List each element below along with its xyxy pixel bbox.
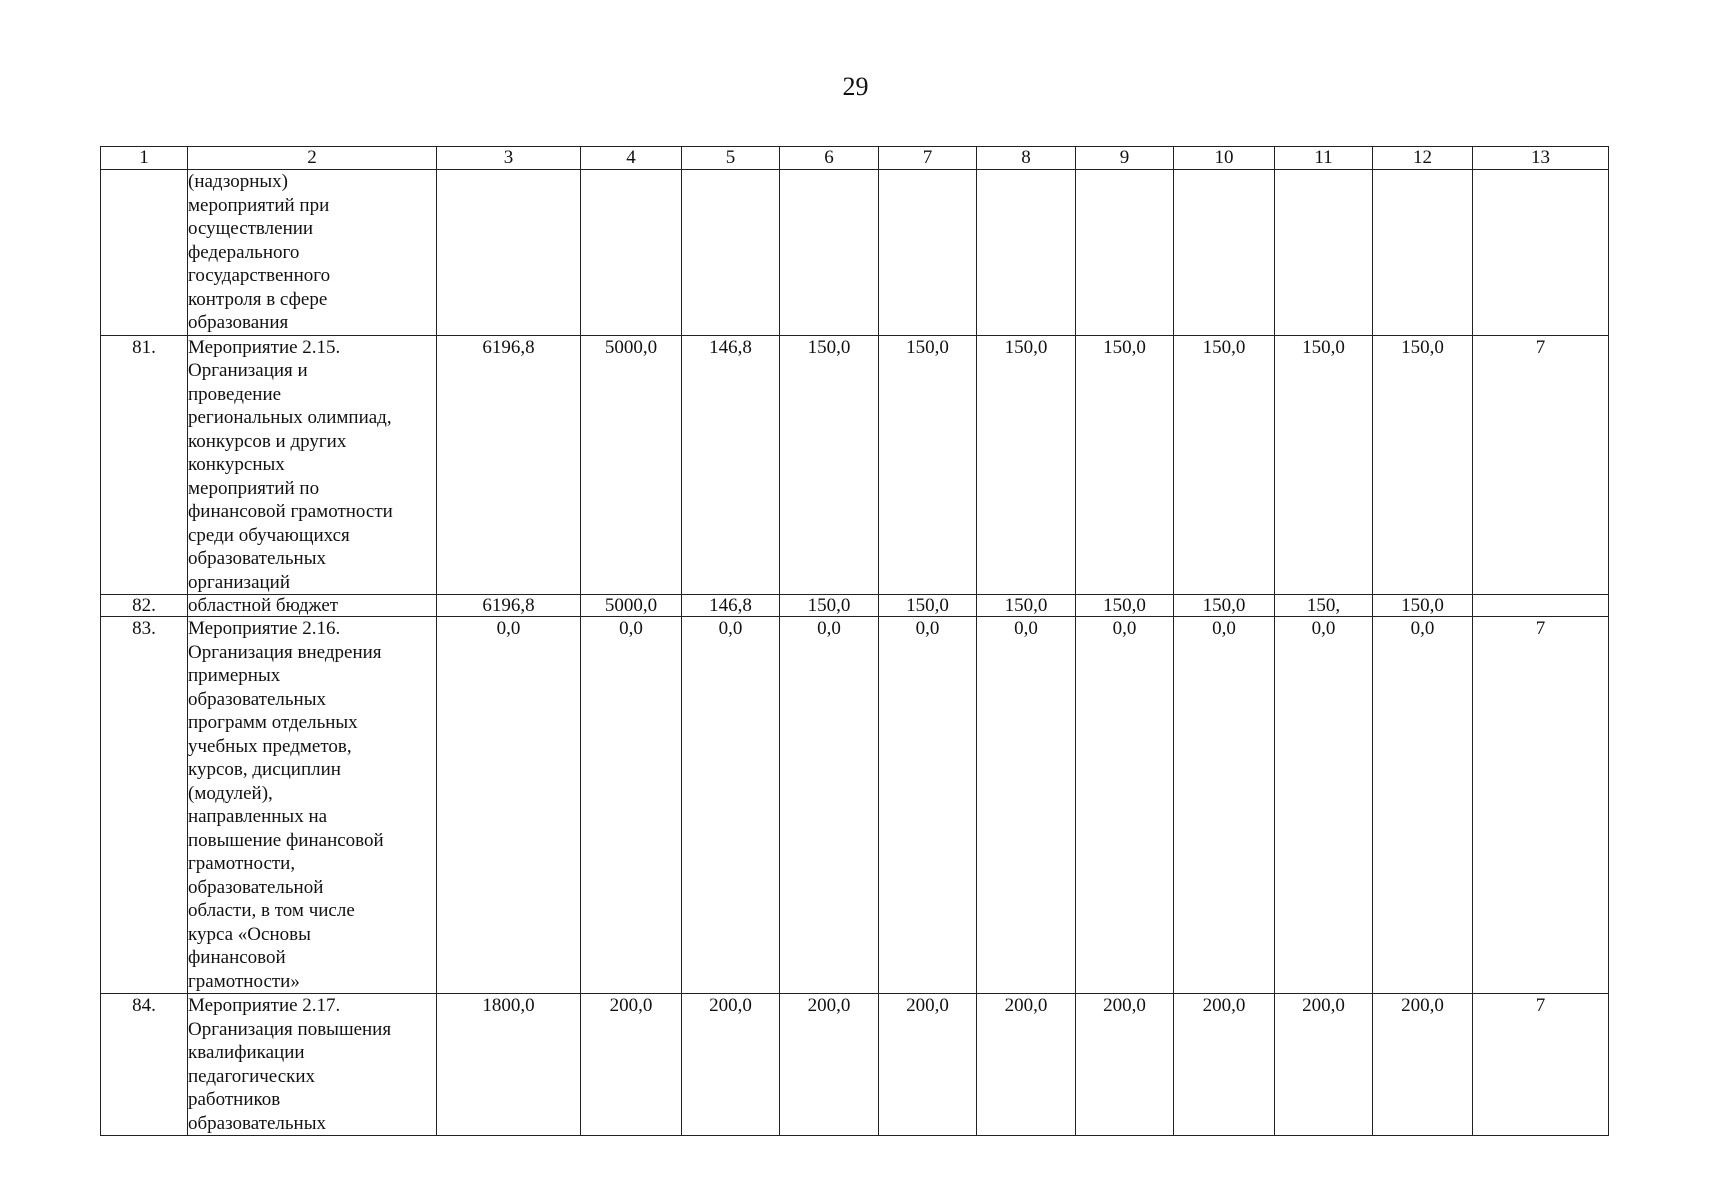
value-cell: 150,0 (1174, 335, 1275, 595)
value-cell: 200,0 (581, 994, 682, 1136)
value-cell: 150,0 (1373, 335, 1473, 595)
table-row (101, 170, 1609, 336)
responsible-cell: 7 (1473, 617, 1609, 994)
value-cell: 150,0 (879, 335, 977, 595)
value-cell: 5000,0 (581, 335, 682, 595)
column-header: 9 (1076, 147, 1174, 170)
column-header: 4 (581, 147, 682, 170)
value-cell: 150,0 (1076, 335, 1174, 595)
column-header: 1 (101, 147, 188, 170)
description-line: программ отдельных (188, 712, 358, 733)
description-line: примерных (188, 665, 281, 686)
description-line: курсов, дисциплин (188, 759, 341, 780)
value-cell: 200,0 (977, 994, 1076, 1136)
value-cell: 150,0 (1076, 595, 1174, 617)
description-line: Организация и (188, 360, 308, 381)
table-row (101, 617, 1609, 994)
value-cell: 146,8 (682, 335, 780, 595)
value-cell (1076, 170, 1174, 336)
description-line: федерального (188, 241, 300, 263)
description-line: организаций (188, 571, 291, 593)
value-cell: 200,0 (1275, 994, 1373, 1136)
value-cell (977, 170, 1076, 336)
value-cell: 0,0 (581, 617, 682, 994)
description-line: проведение (188, 383, 282, 405)
description-line: мероприятий при (188, 194, 330, 216)
row-number: 81. (101, 335, 188, 595)
description-line: образовательных (188, 548, 326, 569)
description-line: образовательных (188, 688, 326, 710)
column-header: 2 (188, 147, 437, 170)
value-cell (581, 170, 682, 336)
column-header: 12 (1373, 147, 1473, 170)
description-line: среди обучающихся (188, 524, 350, 546)
value-cell: 150,0 (780, 595, 879, 617)
value-cell: 6196,8 (437, 335, 581, 595)
column-header: 3 (437, 147, 581, 170)
value-cell: 200,0 (1373, 994, 1473, 1136)
row-description (188, 994, 437, 1136)
description-line: грамотности, (188, 853, 296, 874)
description-line: образования (188, 312, 289, 333)
row-description (188, 170, 437, 336)
value-cell: 0,0 (682, 617, 780, 994)
description-line: учебных предметов, (188, 735, 352, 757)
value-cell (1373, 170, 1473, 336)
value-cell (437, 170, 581, 336)
value-cell: 150,0 (780, 335, 879, 595)
description-line: курса «Основы (188, 923, 311, 945)
description-line: Мероприятие 2.16. (188, 618, 341, 639)
value-cell: 200,0 (1076, 994, 1174, 1136)
value-cell: 200,0 (682, 994, 780, 1136)
table-row (101, 335, 1609, 595)
value-cell: 146,8 (682, 595, 780, 617)
row-number: 84. (101, 994, 188, 1136)
description-line: (модулей), (188, 782, 273, 804)
description-line: государственного (188, 265, 331, 286)
value-cell: 0,0 (1275, 617, 1373, 994)
column-header: 11 (1275, 147, 1373, 170)
description-line: Организация внедрения (188, 641, 382, 663)
value-cell: 0,0 (879, 617, 977, 994)
description-line: конкурсов и других (188, 430, 347, 452)
value-cell (780, 170, 879, 336)
description-line: грамотности» (188, 970, 300, 992)
description-line: области, в том числе (188, 900, 355, 921)
value-cell: 0,0 (1076, 617, 1174, 994)
description-line: работников (188, 1089, 281, 1110)
column-header: 8 (977, 147, 1076, 170)
description-line: финансовой грамотности (188, 501, 393, 522)
table-row (101, 994, 1609, 1136)
value-cell: 200,0 (879, 994, 977, 1136)
description-line: квалификации (188, 1042, 305, 1063)
description-line: контроля в сфере (188, 288, 328, 310)
column-header: 5 (682, 147, 780, 170)
row-number (101, 170, 188, 336)
description-line: образовательных (188, 1112, 326, 1134)
description-line: Организация повышения (188, 1018, 392, 1040)
value-cell: 0,0 (1174, 617, 1275, 994)
row-number: 83. (101, 617, 188, 994)
value-cell: 150,0 (1174, 595, 1275, 617)
description-line: образовательной (188, 876, 324, 898)
value-cell (682, 170, 780, 336)
value-cell: 0,0 (780, 617, 879, 994)
row-description (188, 595, 437, 617)
column-header: 10 (1174, 147, 1275, 170)
value-cell: 1800,0 (437, 994, 581, 1136)
column-header: 13 (1473, 147, 1609, 170)
value-cell: 0,0 (977, 617, 1076, 994)
description-line: региональных олимпиад, (188, 407, 392, 428)
description-line: финансовой (188, 947, 286, 968)
value-cell: 200,0 (780, 994, 879, 1136)
column-number-row (101, 147, 1609, 170)
table-row (101, 595, 1609, 617)
responsible-cell: 7 (1473, 335, 1609, 595)
row-description (188, 617, 437, 994)
description-line: направленных на (188, 806, 328, 827)
value-cell (1275, 170, 1373, 336)
value-cell: 150,0 (879, 595, 977, 617)
value-cell (879, 170, 977, 336)
value-cell: 150,0 (977, 595, 1076, 617)
value-cell: 6196,8 (437, 595, 581, 617)
responsible-cell (1473, 170, 1609, 336)
page-number: 29 (842, 72, 869, 101)
description-line: областной бюджет (188, 595, 339, 616)
row-description (188, 335, 437, 595)
value-cell: 200,0 (1174, 994, 1275, 1136)
description-line: мероприятий по (188, 477, 320, 499)
value-cell: 0,0 (437, 617, 581, 994)
description-line: осуществлении (188, 218, 314, 239)
value-cell (1174, 170, 1275, 336)
budget-table (100, 146, 1609, 1136)
column-header: 6 (780, 147, 879, 170)
row-number: 82. (101, 595, 188, 617)
value-cell: 150,0 (1275, 335, 1373, 595)
responsible-cell: 7 (1473, 994, 1609, 1136)
value-cell: 150,0 (1373, 595, 1473, 617)
description-line: (надзорных) (188, 171, 288, 192)
value-cell: 5000,0 (581, 595, 682, 617)
responsible-cell (1473, 595, 1609, 617)
description-line: Мероприятие 2.17. (188, 995, 341, 1016)
column-header: 7 (879, 147, 977, 170)
description-line: педагогических (188, 1065, 316, 1087)
value-cell: 150,0 (977, 335, 1076, 595)
description-line: Мероприятие 2.15. (188, 336, 341, 358)
value-cell: 0,0 (1373, 617, 1473, 994)
description-line: повышение финансовой (188, 829, 384, 851)
value-cell: 150, (1275, 595, 1373, 617)
description-line: конкурсных (188, 454, 285, 475)
